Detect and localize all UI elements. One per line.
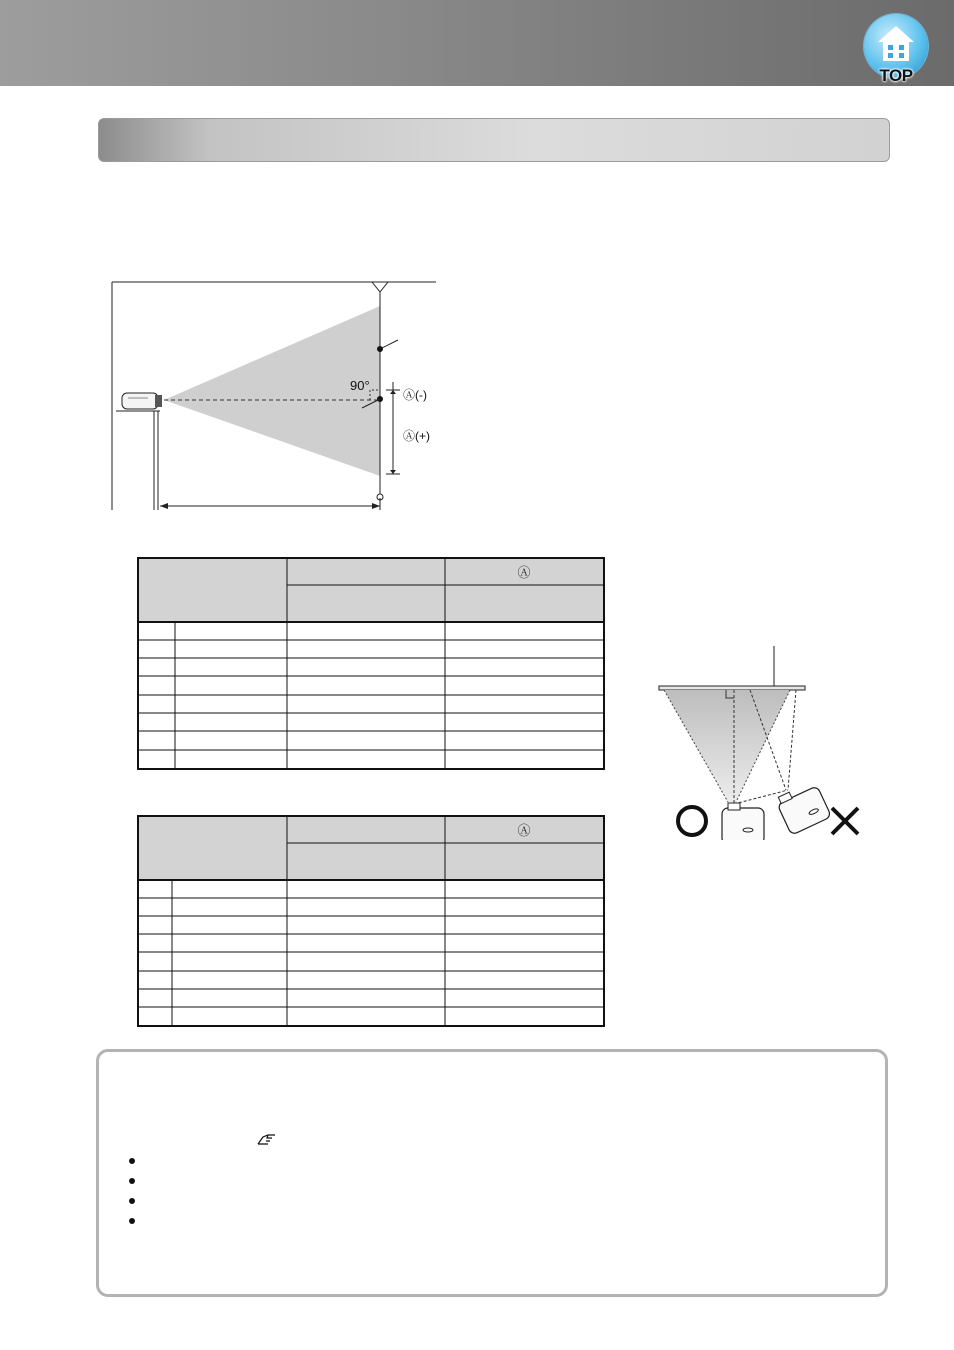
note-bullet-1: [127, 1155, 139, 1167]
angle-label: 90°: [350, 378, 370, 393]
table2-header-marker: Ⓐ: [517, 823, 531, 838]
circle-ok-icon: [678, 807, 706, 835]
top-button-label: TOP: [879, 66, 913, 85]
projection-side-diagram: [108, 276, 440, 516]
cross-icon: [832, 808, 858, 834]
note-bullet-4: [127, 1215, 139, 1227]
distance-table-2: [137, 815, 607, 1029]
projector-wrong-icon: [775, 780, 832, 835]
ceiling-top-view-diagram: [650, 640, 870, 840]
table1-header-marker: Ⓐ: [517, 565, 531, 580]
section-title-bar: [98, 118, 890, 162]
header-bar: [0, 0, 954, 86]
projector-correct-icon: [722, 803, 764, 840]
distance-table-1: [137, 557, 607, 771]
top-button[interactable]: [862, 14, 930, 86]
note-box: [96, 1049, 888, 1297]
projector-icon: [122, 393, 162, 409]
note-bullet-3: [127, 1195, 139, 1207]
marker-a-plus: Ⓐ(+): [403, 429, 431, 443]
hand-pointer-icon[interactable]: [257, 1132, 277, 1146]
note-bullet-2: [127, 1175, 139, 1187]
marker-a-minus: Ⓐ(-): [403, 388, 427, 402]
